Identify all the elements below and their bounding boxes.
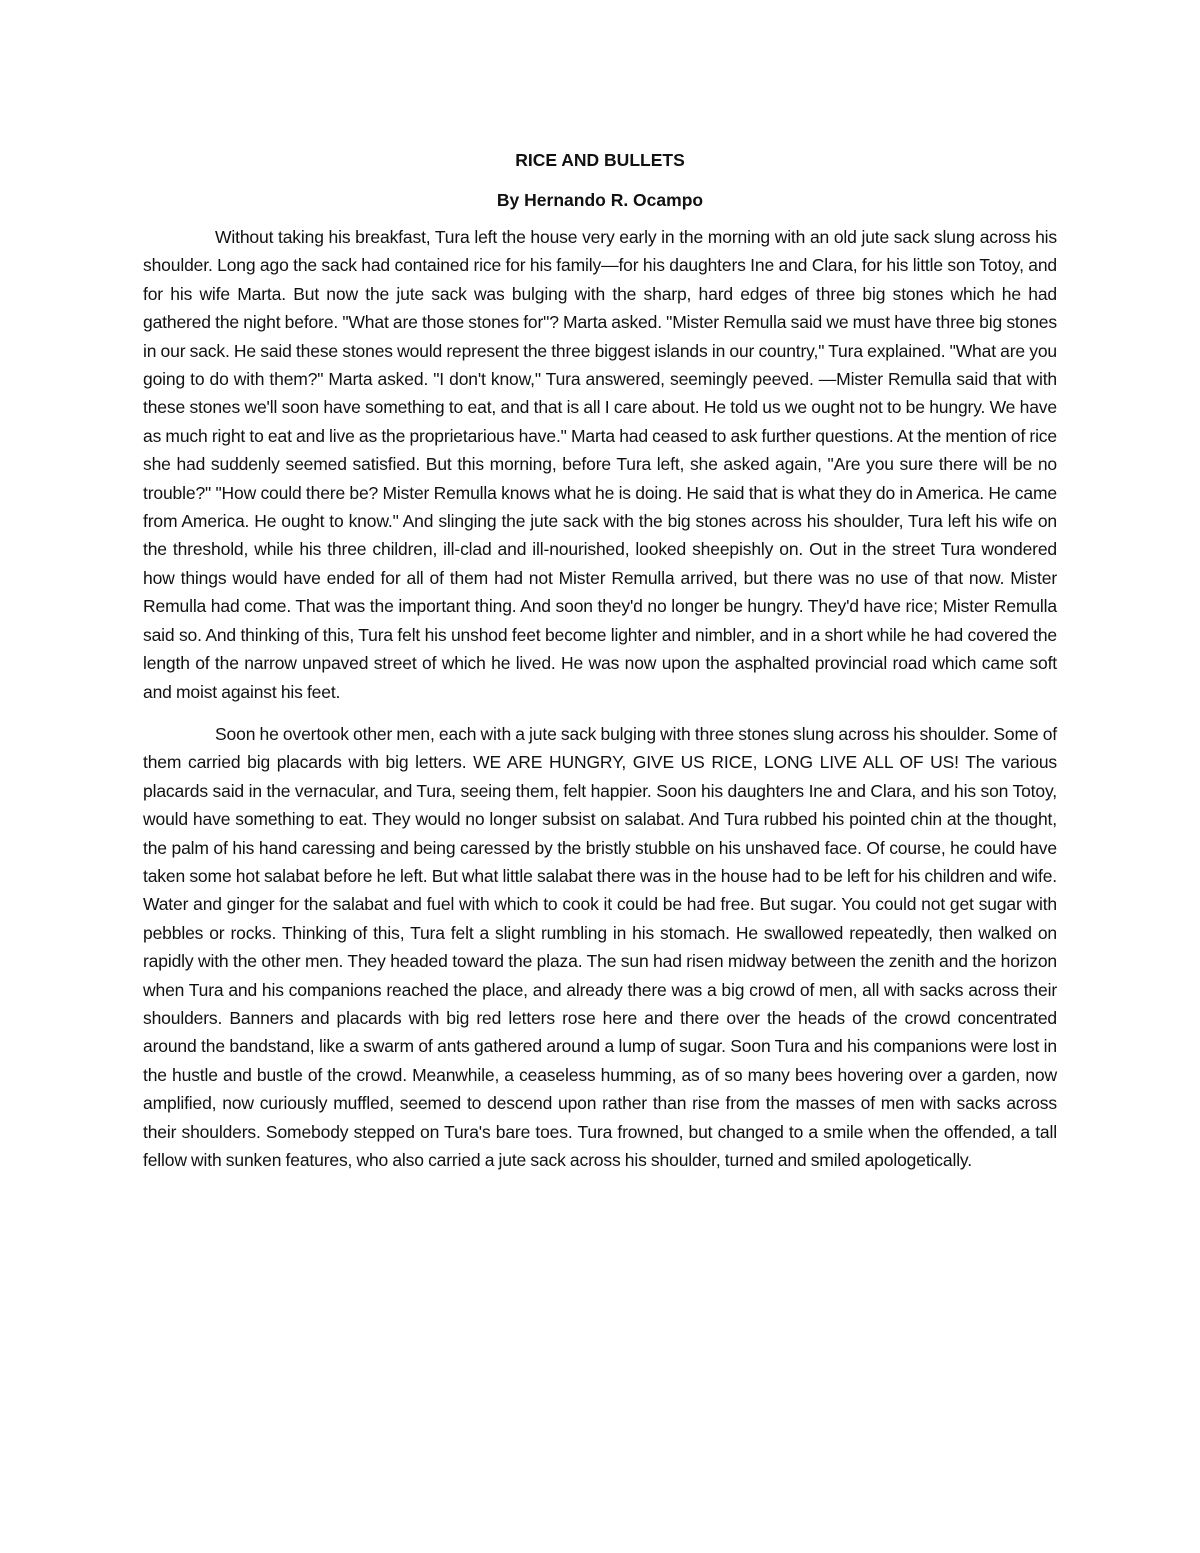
paragraph-2: Soon he overtook other men, each with a jute sack bulging with three stones slung across his shoulder. Some of them carried big placards with big letters. WE ARE HUNGRY, GIVE US RICE, LONG LIVE ALL OF US! The various placards said in the vernacular, and Tura, seeing them, felt happier. Soon his daughters Ine and Clara, and his son Totoy, would have something to eat. They would no longer subsist on salabat. And Tura rubbed his pointed chin at the thought, the palm of his hand caressing and being caressed by the bristly stubble on his unshaved face. Of course, he could have taken some hot salabat before he left. But what little salabat there was in the house had to be left for his children and wife. Water and ginger for the salabat and fuel with which to cook it could be had free. But sugar. You could not get sugar with pebbles or rocks. Thinking of this, Tura felt a slight rumbling in his stomach. He swallowed repeatedly, then walked on rapidly with the other men. They headed toward the plaza. The sun had risen midway between the zenith and the horizon when Tura and his companions reached the place, and already there was a big crowd of men, all with sacks across their shoulders. Banners and placards with big red letters rose here and there over the heads of the crowd concentrated around the bandstand, like a swarm of ants gathered around a lump of sugar. Soon Tura and his companions were lost in the hustle and bustle of the crowd. Meanwhile, a ceaseless humming, as of so many bees hovering over a garden, now amplified, now curiously muffled, seemed to descend upon rather than rise from the masses of men with sacks across their shoulders. Somebody stepped on Tura's bare toes. Tura frowned, but changed to a smile when the offended, a tall fellow with sunken features, who also carried a jute sack across his shoulder, turned and smiled apologetically.	[143, 723, 1057, 1170]
document-author: By Hernando R. Ocampo	[496, 190, 704, 210]
paragraph-1: Without taking his breakfast, Tura left the house very early in the morning with an old jute sack slung across his shoulder. Long ago the sack had contained rice for his family—for his daughters Ine and Clara, for his little son Totoy, and for his wife Marta. But now the jute sack was bulging with the sharp, hard edges of three big stones which he had gathered the night before. "What are those stones for"? Marta asked. "Mister Remulla said we must have three big stones in our sack. He said these stones would represent the three biggest islands in our country," Tura explained. "What are you going to do with them?" Marta asked. "I don't know," Tura answered, seemingly peeved. —Mister Remulla said that with these stones we'll soon have something to eat, and that is all I care about. He told us we ought not to be hungry. We have as much right to eat and live as the proprietarious have." Marta had ceased to ask further questions. At the mention of rice she had suddenly seemed satisfied. But this morning, before Tura left, she asked again, "Are you sure there will be no trouble?" "How could there be? Mister Remulla knows what he is doing. He said that is what they do in America. He came from America. He ought to know." And slinging the jute sack with the big stones across his shoulder, Tura left his wife on the threshold, while his three children, ill-clad and ill-nourished, looked sheepishly on. Out in the street Tura wondered how things would have ended for all of them had not Mister Remulla arrived, but there was no use of that now. Mister Remulla had come. That was the important thing. And soon they'd no longer be hungry. They'd have rice; Mister Remulla said so. And thinking of this, Tura felt his unshod feet become lighter and nimbler, and in a short while he had covered the length of the narrow unpaved street of which he lived. He was now upon the asphalted provincial road which came soft and moist against his feet.	[143, 227, 1057, 702]
document-title: RICE AND BULLETS	[515, 150, 685, 170]
document-body	[143, 140, 1057, 1188]
